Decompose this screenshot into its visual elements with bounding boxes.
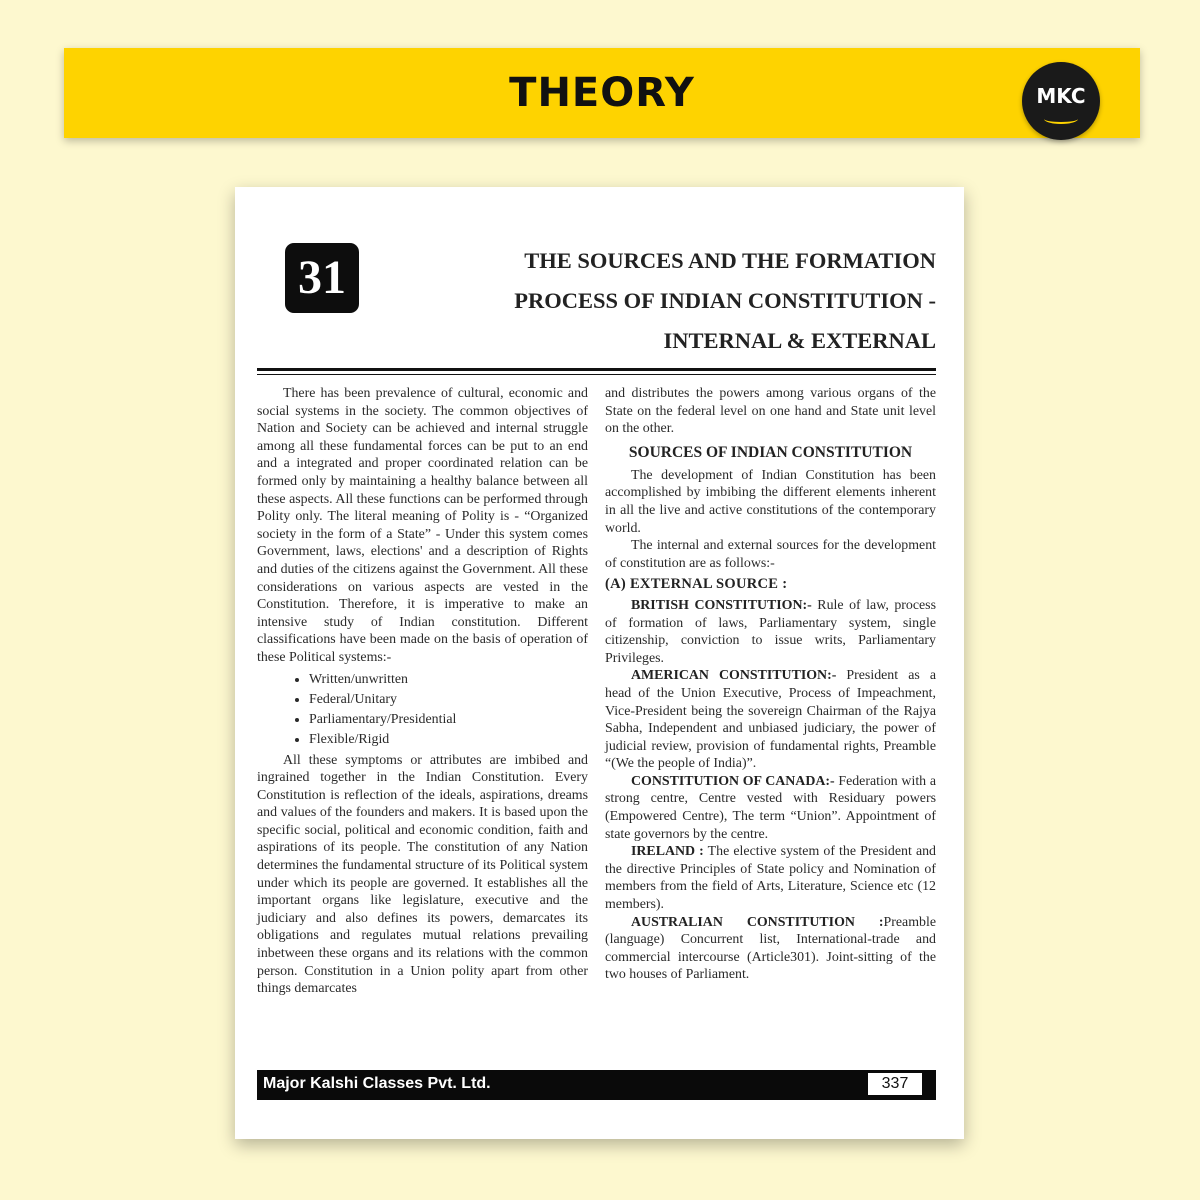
- list-item: • Federal/Unitary: [309, 690, 588, 710]
- british-text: Rule of law, process of formation of laws, Parliamentary system, single citizenship, conviction to issue writs, Parliamentary Privileges.: [605, 597, 936, 666]
- logo-text: MKC: [1036, 84, 1086, 108]
- sources-heading: SOURCES OF INDIAN CONSTITUTION: [628, 443, 913, 461]
- intro-paragraph: There has been prevalence of cultural, economic and social systems in the society. The common objectives of Nation and Society can be achieved and internal struggle among all these fundamental forces can be put to an end and a integrated and proper coordinated relation can be formed only by maintaining a healthy balance between all these aspects. All these functions can be performed through Polity only. The literal meaning of Polity is - “Organized society in the form of a State” - Under this system comes Government, laws, elections' and a description of Rights and duties of the citizens against the Government. All these considerations on various aspects are vested in the Constitution. Therefore, it is imperative to make an intensive study of Indian constitution. Different classifications have been made on the basis of operation of these Political systems:-: [257, 386, 588, 665]
- sources-intro-paragraph: The internal and external sources for the development of constitution are as follows:-: [605, 538, 936, 571]
- footer-company: Major Kalshi Classes Pvt. Ltd.: [263, 1075, 491, 1092]
- australia-label: AUSTRALIAN CONSTITUTION :: [631, 914, 884, 930]
- book-page: [235, 187, 964, 1139]
- canada-text: Federation with a strong centre, Centre vested with Residuary powers (Empowered Centre), The term “Union”. Appointment of state governors by the centre.: [605, 773, 936, 842]
- list-item: • Flexible/Rigid: [309, 730, 588, 750]
- american-paragraph: [605, 667, 936, 773]
- british-label: BRITISH CONSTITUTION:-: [631, 597, 812, 613]
- header-rule-thin: [257, 374, 936, 375]
- logo-swoosh-icon: [1044, 114, 1078, 124]
- continued-paragraph: and distributes the powers among various organs of the State on the federal level on one hand and State unit level on the other.: [605, 386, 936, 437]
- canada-paragraph: [605, 773, 936, 843]
- chapter-number: 31: [285, 243, 359, 313]
- australia-paragraph: [605, 914, 936, 984]
- mkc-logo: [1022, 62, 1100, 140]
- list-item: • Written/unwritten: [309, 670, 588, 690]
- list-item: • Parliamentary/Presidential: [309, 710, 588, 730]
- right-column: [605, 385, 936, 984]
- classification-list: [257, 670, 588, 750]
- ireland-label: IRELAND :: [631, 844, 704, 860]
- theory-banner: [64, 48, 1140, 138]
- ireland-text: The elective system of the President and the directive Principles of State policy and Nomination of members from the field of Arts, Literature, Science etc (12 members).: [605, 844, 936, 913]
- australia-text: Preamble (language) Concurrent list, International-trade and commercial intercourse (Article301). Joint-sitting of the two houses of Parliament.: [605, 914, 936, 983]
- development-paragraph: The development of Indian Constitution has been accomplished by imbibing the different elements inherent in all the live and active constitutions of the contemporary world.: [605, 467, 936, 536]
- header-rule-thick: [257, 368, 936, 371]
- canada-label: CONSTITUTION OF CANADA:-: [631, 773, 835, 789]
- ireland-paragraph: [605, 843, 936, 913]
- chapter-title: THE SOURCES AND THE FORMATION PROCESS OF INDIAN CONSTITUTION - INTERNAL & EXTERNAL: [514, 248, 936, 353]
- banner-title: THEORY: [509, 70, 695, 116]
- attributes-paragraph: All these symptoms or attributes are imbibed and ingrained together in the Indian Constitution. Every Constitution is reflection of the ideals, aspirations, dreams and values of the founders and makers. It is based upon the specific social, political and economic condition, faith and aspirations of its people. The constitution of any Nation determines the fundamental structure of its Political system under which its people are governed. It establishes all the important organs like legislature, executive and the judiciary and also defines its powers, demarcates its obligations and regulates mutual relations prevailing inbetween these organs and its relations with the common person. Constitution in a Union polity apart from other things demarcates: [257, 752, 588, 997]
- left-column: [257, 385, 588, 998]
- british-paragraph: [605, 597, 936, 667]
- american-text: President as a head of the Union Executive, Process of Impeachment, Vice-President being the sovereign Chairman of the Rajya Sabha, Independent and unbiased judiciary, the power of judicial review, provision of fundamental rights, Preamble “(We the people of India)”.: [605, 668, 936, 772]
- american-label: AMERICAN CONSTITUTION:-: [631, 668, 837, 684]
- page-footer: [257, 1070, 936, 1100]
- page-number: 337: [868, 1073, 922, 1095]
- external-source-heading: (A) EXTERNAL SOURCE :: [605, 576, 788, 593]
